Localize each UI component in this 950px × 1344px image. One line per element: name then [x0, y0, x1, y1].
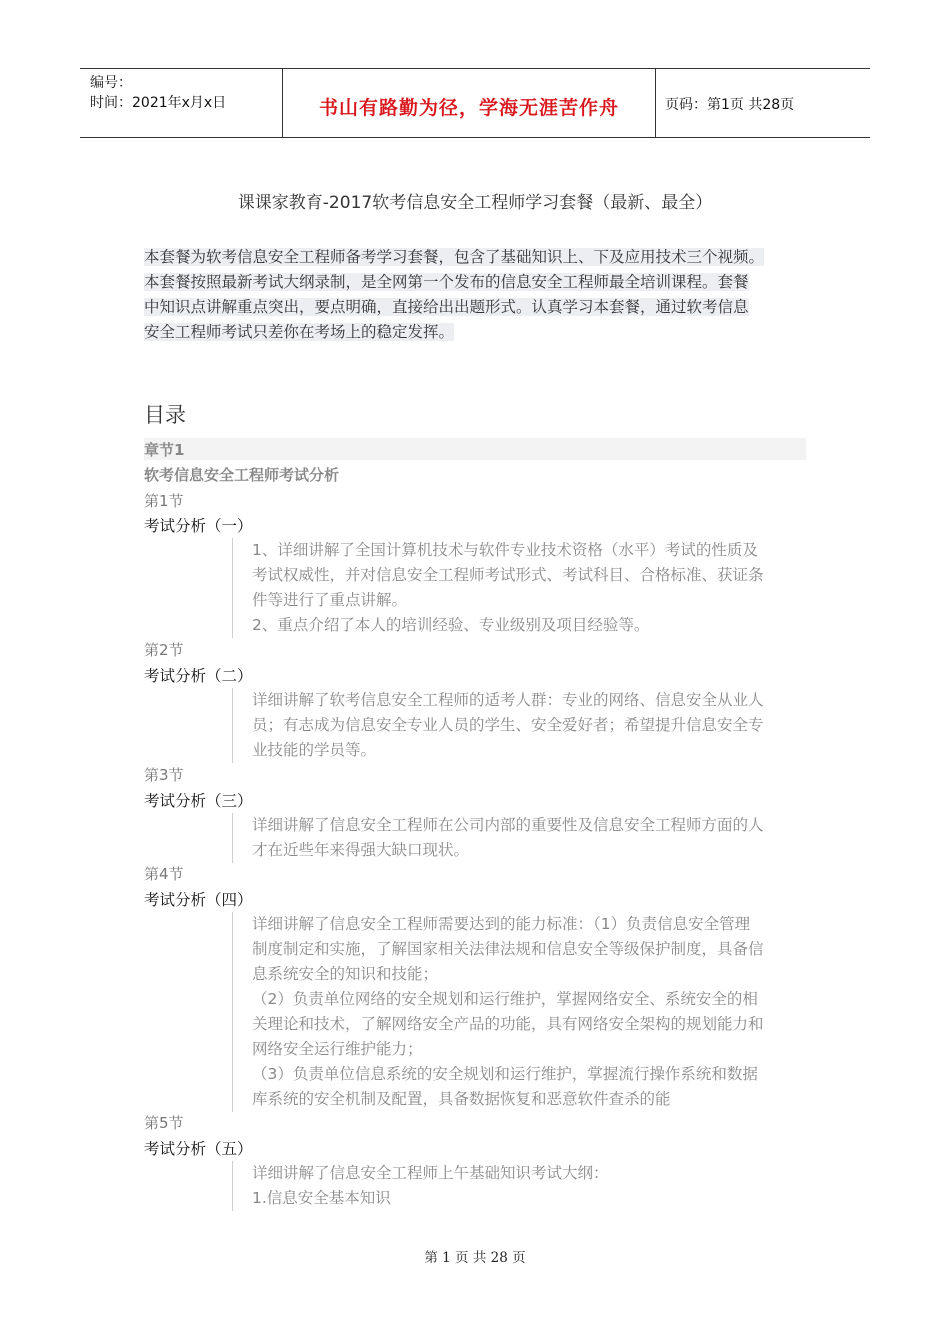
- section-description: [232, 1161, 832, 1211]
- section-title[interactable]: 考试分析（三）: [144, 792, 253, 810]
- description-line: 制度制定和实施，了解国家相关法律法规和信息安全等级保护制度，具备信: [252, 940, 764, 958]
- description-line: （2）负责单位网络的安全规划和运行维护，掌握网络安全、系统安全的相: [252, 990, 758, 1008]
- intro-paragraph: [144, 245, 814, 345]
- section-description: [232, 538, 832, 638]
- section-title[interactable]: 考试分析（一）: [144, 517, 253, 535]
- page-footer: 第 1 页 共 28 页: [424, 1250, 526, 1266]
- description-line: 才在近些年来得强大缺口现状。: [252, 841, 470, 859]
- description-line: 2、重点介绍了本人的培训经验、专业级别及项目经验等。: [252, 616, 650, 634]
- section-label: 第1节: [144, 492, 184, 510]
- chapter-name[interactable]: 软考信息安全工程师考试分析: [144, 466, 340, 484]
- section-label: 第4节: [144, 865, 184, 883]
- description-line: 考试权威性，并对信息安全工程师考试形式、考试科目、合格标准、获证条: [252, 566, 764, 584]
- header-right-cell: [655, 69, 870, 137]
- page-header: [80, 68, 870, 138]
- description-line: 1、详细讲解了全国计算机技术与软件专业技术资格（水平）考试的性质及: [252, 541, 758, 559]
- section-description: [232, 688, 832, 763]
- description-line: 详细讲解了信息安全工程师需要达到的能力标准：（1）负责信息安全管理: [252, 915, 751, 933]
- header-motto: 书山有路勤为径，学海无涯苦作舟: [318, 97, 619, 119]
- description-line: 员；有志成为信息安全专业人员的学生、安全爱好者；希望提升信息安全专: [252, 716, 764, 734]
- section-label: 第3节: [144, 766, 184, 784]
- intro-line: 安全工程师考试只差你在考场上的稳定发挥。: [144, 323, 455, 341]
- description-line: 详细讲解了信息安全工程师上午基础知识考试大纲：: [252, 1164, 609, 1182]
- description-line: 业技能的学员等。: [252, 741, 377, 759]
- description-line: 库系统的安全机制及配置，具备数据恢复和恶意软件查杀的能: [252, 1090, 671, 1108]
- chapter-label[interactable]: 章节1: [144, 441, 185, 459]
- description-line: 关理论和技术，了解网络安全产品的功能，具有网络安全架构的规划能力和: [252, 1015, 764, 1033]
- intro-line: 本套餐按照最新考试大纲录制，是全网第一个发布的信息安全工程师最全培训课程。套餐: [144, 273, 749, 291]
- section-title[interactable]: 考试分析（四）: [144, 891, 253, 909]
- toc-title: 目录: [144, 403, 186, 427]
- section-title[interactable]: 考试分析（二）: [144, 667, 253, 685]
- description-line: 息系统安全的知识和技能；: [252, 965, 439, 983]
- description-line: 1.信息安全基本知识: [252, 1189, 391, 1207]
- header-left-cell: [80, 69, 282, 137]
- section-description: [232, 813, 832, 863]
- document-number-label: 编号：: [90, 75, 132, 91]
- document-time-label: 时间：2021年x月x日: [90, 95, 227, 111]
- intro-line: 中知识点讲解重点突出，要点明确，直接给出出题形式。认真学习本套餐，通过软考信息: [144, 298, 749, 316]
- intro-line: 本套餐为软考信息安全工程师备考学习套餐，包含了基础知识上、下及应用技术三个视频。: [144, 248, 765, 266]
- description-line: （3）负责单位信息系统的安全规划和运行维护，掌握流行操作系统和数据: [252, 1065, 758, 1083]
- section-description: [232, 912, 832, 1112]
- description-line: 件等进行了重点讲解。: [252, 591, 408, 609]
- header-motto-cell: [282, 69, 656, 137]
- description-line: 网络安全运行维护能力；: [252, 1040, 423, 1058]
- section-label: 第2节: [144, 641, 184, 659]
- description-line: 详细讲解了软考信息安全工程师的适考人群：专业的网络、信息安全从业人: [252, 691, 764, 709]
- section-label: 第5节: [144, 1114, 184, 1132]
- document-title: 课课家教育-2017软考信息安全工程师学习套餐（最新、最全）: [237, 193, 713, 213]
- description-line: 详细讲解了信息安全工程师在公司内部的重要性及信息安全工程师方面的人: [252, 816, 764, 834]
- section-title[interactable]: 考试分析（五）: [144, 1140, 253, 1158]
- chapter-highlight-bar: [144, 438, 806, 460]
- header-page-info: 页码：第1页 共28页: [665, 97, 795, 113]
